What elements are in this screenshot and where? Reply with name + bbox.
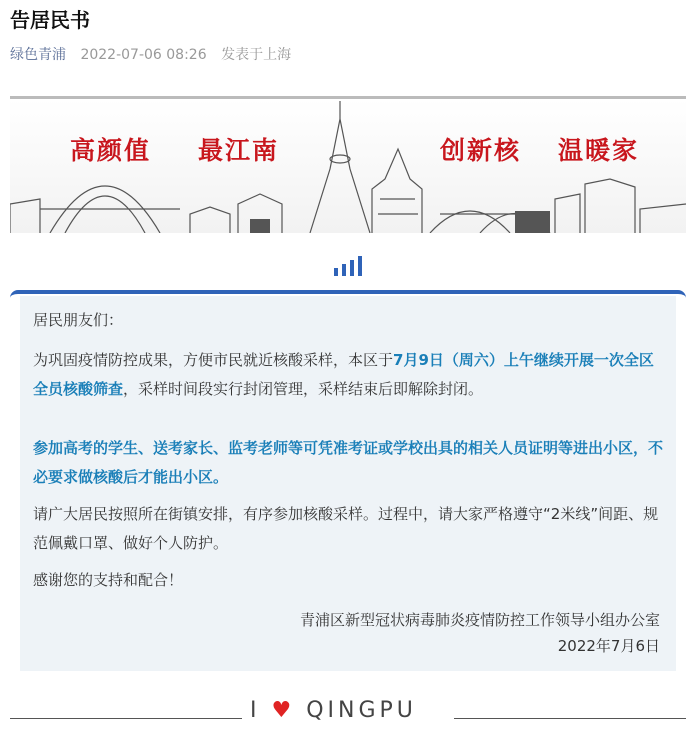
notice-thanks: 感谢您的支持和配合！ xyxy=(33,571,184,589)
banner-slogan-4: 温暖家 xyxy=(558,136,640,165)
publish-location: 发表于上海 xyxy=(221,47,292,63)
article-title: 告居民书 xyxy=(10,8,90,32)
footer-text-qingpu: QINGPU xyxy=(306,698,417,723)
footer-divider-left xyxy=(10,718,242,719)
bar-chart-icon xyxy=(333,256,363,276)
p1-text-b: ，采样时间段实行封闭管理，采样结束后即解除封闭。 xyxy=(123,380,484,398)
notice-paragraph-3: 请广大居民按照所在街镇安排，有序参加核酸采样。过程中，请大家严格遵守“2米线”间距、规范佩戴口罩、做好个人防护。 xyxy=(33,505,659,552)
account-name-link[interactable]: 绿色青浦 xyxy=(10,47,66,63)
banner-image xyxy=(10,96,686,233)
banner-slogan-1: 高颜值 xyxy=(70,136,152,165)
banner-slogan-3: 创新核 xyxy=(440,136,522,165)
notice-paragraph-2: 参加高考的学生、送考家长、监考老师等可凭准考证或学校出具的相关人员证明等进出小区，不必要求做核酸后才能出小区。 xyxy=(33,439,664,486)
p1-highlight: 7月9日（周六）上午继续开展一次全区全员核酸筛查 xyxy=(33,351,654,398)
signature-date: 2022年7月6日 xyxy=(557,637,660,655)
heart-icon: ♥ xyxy=(271,698,296,723)
footer-divider-right xyxy=(454,718,686,719)
notice-greeting: 居民朋友们： xyxy=(33,311,124,329)
article-meta xyxy=(10,44,291,64)
notice-paragraph-1 xyxy=(33,346,663,404)
p1-text-a: 为巩固疫情防控成果，方便市民就近核酸采样，本区于 xyxy=(33,351,394,369)
signature-organization: 青浦区新型冠状病毒肺炎疫情防控工作领导小组办公室 xyxy=(299,611,660,629)
footer-logo xyxy=(250,698,417,723)
banner-slogan-2: 最江南 xyxy=(198,136,280,165)
notice-card xyxy=(20,296,676,671)
publish-date: 2022-07-06 08:26 xyxy=(80,47,207,63)
footer-text-i: I xyxy=(250,698,261,723)
